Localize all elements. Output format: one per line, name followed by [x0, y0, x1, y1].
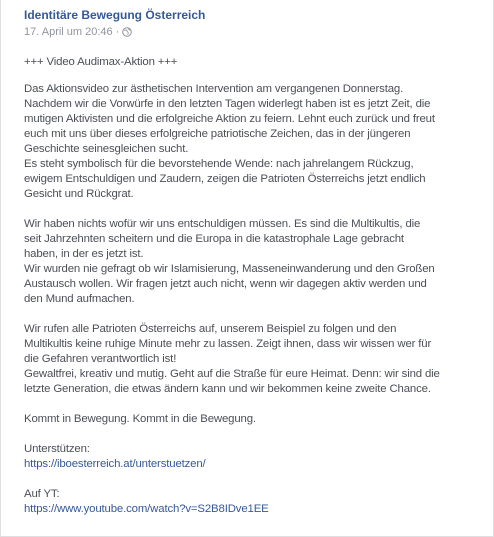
- support-link[interactable]: https://iboesterreich.at/unterstuetzen/: [24, 458, 206, 470]
- support-section: [24, 442, 486, 472]
- text-line: Geschichte seinesgleichen sucht.: [24, 143, 189, 155]
- text-line: Das Aktionsvideo zur ästhetischen Intervention am vergangenen Donnerstag.: [24, 83, 404, 95]
- paragraph-2: [24, 217, 486, 307]
- page-name-link[interactable]: Identitäre Bewegung Österreich: [24, 8, 206, 22]
- text-line: Austausch wollen. Wir fragen jetzt auch nicht, wenn wir dagegen aktiv werden und: [24, 278, 427, 290]
- post-meta: [24, 25, 483, 39]
- globe-icon[interactable]: [122, 27, 132, 37]
- post-header: [24, 7, 483, 39]
- text-line: letzte Generation, die etwas ändern kann und wir bekommen keine zweite Chance.: [24, 383, 431, 395]
- text-line: ewigem Entschuldigen und Zaudern, zeigen die Patrioten Österreichs jetzt endlich: [24, 173, 426, 185]
- text-line: die Gefahren verantwortlich ist!: [24, 353, 177, 365]
- paragraph-3: [24, 322, 486, 397]
- text-line: Wir wurden nie gefragt ob wir Islamisierung, Masseneinwanderung und den Großen: [24, 263, 435, 275]
- text-line: Wir haben nichts wofür wir uns entschuldigen müssen. Es sind die Multikultis, die: [24, 218, 421, 230]
- slogan: [24, 412, 486, 427]
- youtube-link[interactable]: https://www.youtube.com/watch?v=S2B8IDve1EE: [24, 503, 269, 515]
- text-line: Es steht symbolisch für die bevorstehende Wende: nach jahrelangem Rückzug,: [24, 158, 414, 170]
- youtube-label: Auf YT:: [24, 488, 60, 500]
- text-line: Nachdem wir die Vorwürfe in den letzten Tagen widerlegt haben ist es jetzt Zeit, die: [24, 98, 431, 110]
- text-line: haben, in der es jetzt ist.: [24, 248, 144, 260]
- paragraph-1: [24, 82, 486, 202]
- text-line: den Mund aufmachen.: [24, 293, 135, 305]
- text-line: Wir rufen alle Patrioten Österreichs auf, unserem Beispiel zu folgen und den: [24, 323, 397, 335]
- support-label: Unterstützen:: [24, 443, 90, 455]
- text-line: Gesicht und Rückgrat.: [24, 188, 134, 200]
- text-line: seit Jahrzehnten scheitern und die Europa in die katastrophale Lage gebracht: [24, 233, 404, 245]
- text-line: mutigen Aktivisten und die erfolgreiche Aktion zu feiern. Lehnt euch zurück und freut: [24, 113, 435, 125]
- text-line: Gewaltfrei, kreativ und mutig. Geht auf die Straße für eure Heimat. Denn: wir sind die: [24, 368, 440, 380]
- text-line: euch mit uns über dieses erfolgreiche patriotische Zeichen, das in der jüngeren: [24, 128, 411, 140]
- post-timestamp[interactable]: 17. April um 20:46: [24, 26, 113, 38]
- meta-separator: ·: [115, 26, 120, 38]
- post-headline: [24, 55, 486, 70]
- text-line: Multikultis keine ruhige Minute mehr zu lassen. Zeigt ihnen, dass wir wissen wer für: [24, 338, 432, 350]
- slogan-text: Kommt in Bewegung. Kommt in die Bewegung.: [24, 413, 256, 425]
- post-body: [24, 55, 486, 532]
- youtube-section: [24, 487, 486, 517]
- headline-text: +++ Video Audimax-Aktion +++: [24, 56, 178, 68]
